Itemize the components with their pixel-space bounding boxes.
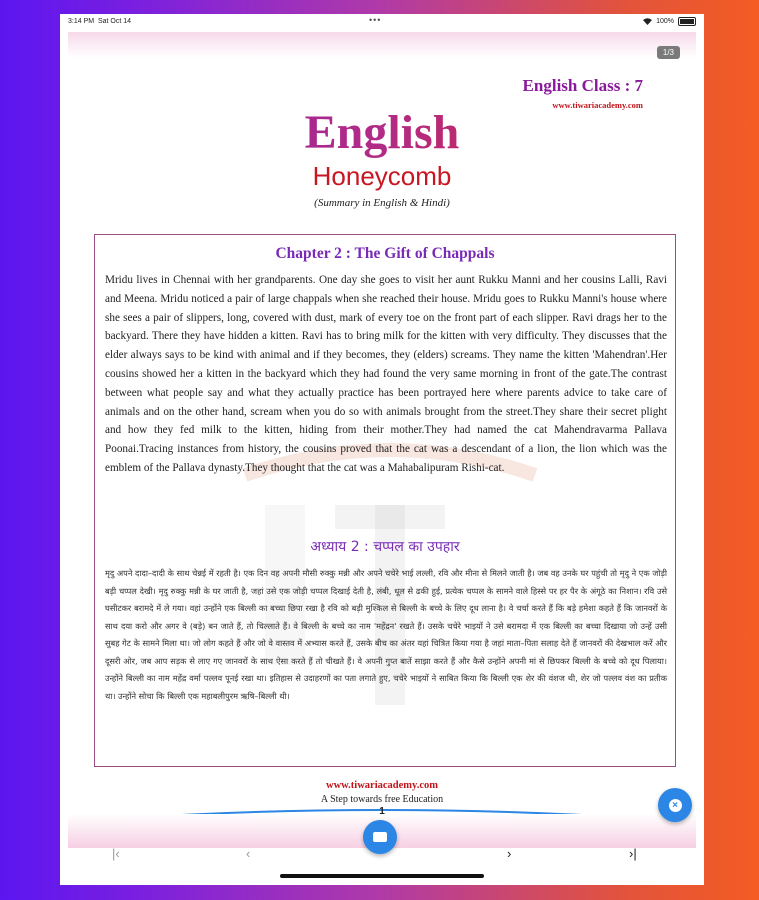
wifi-icon <box>643 18 652 25</box>
summary-box <box>94 234 676 767</box>
class-label: English Class : 7 <box>522 76 643 95</box>
first-page-button[interactable]: |‹ <box>112 846 120 861</box>
next-page-button[interactable]: › <box>507 846 512 861</box>
page-number: 1 <box>379 806 385 817</box>
status-bar <box>60 14 704 30</box>
hindi-chapter-title: अध्याय 2 : चप्पल का उपहार <box>310 539 460 555</box>
chapter-title: Chapter 2 : The Gift of Chappals <box>275 245 495 262</box>
tagline: A Step towards free Education <box>320 794 444 805</box>
battery-percent: 100% <box>656 18 674 25</box>
previous-page-button[interactable]: ‹ <box>246 846 251 861</box>
close-fab-button[interactable] <box>658 788 692 822</box>
multitask-dots-icon[interactable]: ••• <box>369 15 382 25</box>
hindi-summary: मृदु अपने दादा–दादी के साथ चेन्नई में रहती है। एक दिन वह अपनी मौसी रुक्कु मन्नी और अपने चचेरे भाई लल्ली, रवि और मीना से मिलने जाती है। जब वह उनके घर पहुंची तो मृदु ने एक जोड़ी बड़ी चप्पल देखी। मृदु रुक्कु मन्नी के घर जाती है, जहां उसे एक जोड़ी चप्पल दिखाई देती है, लंबी, धूल से ढकी हुई, प्रत्येक चप्पल के सामने वाले हिस्से पर हर पैर के अंगूठे का निशान। रवि उसे घसीटकर बरामदे में ले गया। वहां उन्होंने एक बिल्ली का बच्चा छिपा रखा है रवि को बड़ी मुश्किल से बिल्ली के बच्चे के लिए दूध लाना है। वे चर्चा करते हैं कि बड़े हमेशा कहते हैं कि जानवरों के साथ दया करो और अगर वे (बड़े) बन जाते हैं, तो चिल्लाते हैं। वे बिल्ली के बच्चे का नाम 'महेंद्रन' रखते हैं। उसके चचेरे भाइयों ने उसे बरामदा में एक बिल्ली का बच्चा दिखाया जो उन्हें उसी सुबह गेट के सामने मिला था। जो लोग कहते हैं और जो वे वास्तव में अभ्यास करते हैं, उसके बीच का अंतर यहां चित्रित किया गया है जहां माता–पिता सलाह देते हैं जानवरों की देखभाल करें और दूसरी ओर, जब आप सड़क से लाए गए जानवरों के साथ ऐसा करते हैं तो चीखते हैं। वे अपनी गुप्त बातें साझा करते हैं और कैसे उन्होंने अपनी मां से छिपकर बिल्ली के बच्चे को दूध पिलाया। उन्होंने बिल्ली का नाम महेंद्र वर्मा पल्लव पूनई रखा था। इतिहास से उदाहरणों का पता लगाते हुए, चचेरे भाइयों ने साबित किया कि बिल्ली एक शेर की वंशज थी, शेर जो पल्लव वंश का प्रतीक था। उन्होंने सोचा कि बिल्ली एक महाबलीपुरम ऋषि–बिल्ली थी। <box>105 568 667 701</box>
tablet-screen <box>60 14 704 885</box>
close-icon: × <box>669 799 682 812</box>
page-navigation-bar <box>60 840 704 868</box>
status-date: Sat Oct 14 <box>97 18 132 25</box>
website-link-bottom[interactable]: www.tiwariacademy.com <box>326 780 438 791</box>
status-time: 3:14 PM <box>68 18 95 25</box>
pdf-page <box>68 32 696 824</box>
subtitle: (Summary in English & Hindi) <box>314 197 450 209</box>
battery-icon <box>678 17 696 26</box>
last-page-button[interactable]: ›| <box>629 846 637 861</box>
page-header-band <box>68 32 696 58</box>
page-indicator-badge: 1/3 <box>657 46 680 59</box>
home-indicator[interactable] <box>280 874 484 878</box>
title-english: English <box>68 105 696 161</box>
title-book: Honeycomb <box>312 161 452 191</box>
english-summary: Mridu lives in Chennai with her grandparents. One day she goes to visit her aunt Rukku Manni and her cousins Lalli, Ravi and Meena. Mridu noticed a pair of large chappals when she reached their house. Mridu goes to Rukku Manni's house where she sees a pair of slippers, long, covered with dust, mark of every toe on the front part of each slipper. Ravi drags her to the backyard. There they have hidden a kitten. Ravi has to bring milk for the kitten with very difficulty. They discusses that the elder always says to be kind with animal and if they becomes, they (elders) screams. They name the kitten 'Mahendran'.Her cousins showed her a kitten in the backyard which they had found the very same morning in front of the gate.The contrast between what people say and what they actually practice has been portrayed here where parents advice to take care of animals and on the other hand, scream when you do so with animals brought from the street.They share their secret plight and how they fed milk to the kitten, hiding from their mother.They had named the cat Mahendravarma Pallava Poonai.Tracing instances from history, the cousins proved that the cat was a descendant of a lion, the lion which was the emblem of the Pallava dynasty.They thought that the cat was a Mahabalipuram Rishi-cat. <box>105 274 667 474</box>
